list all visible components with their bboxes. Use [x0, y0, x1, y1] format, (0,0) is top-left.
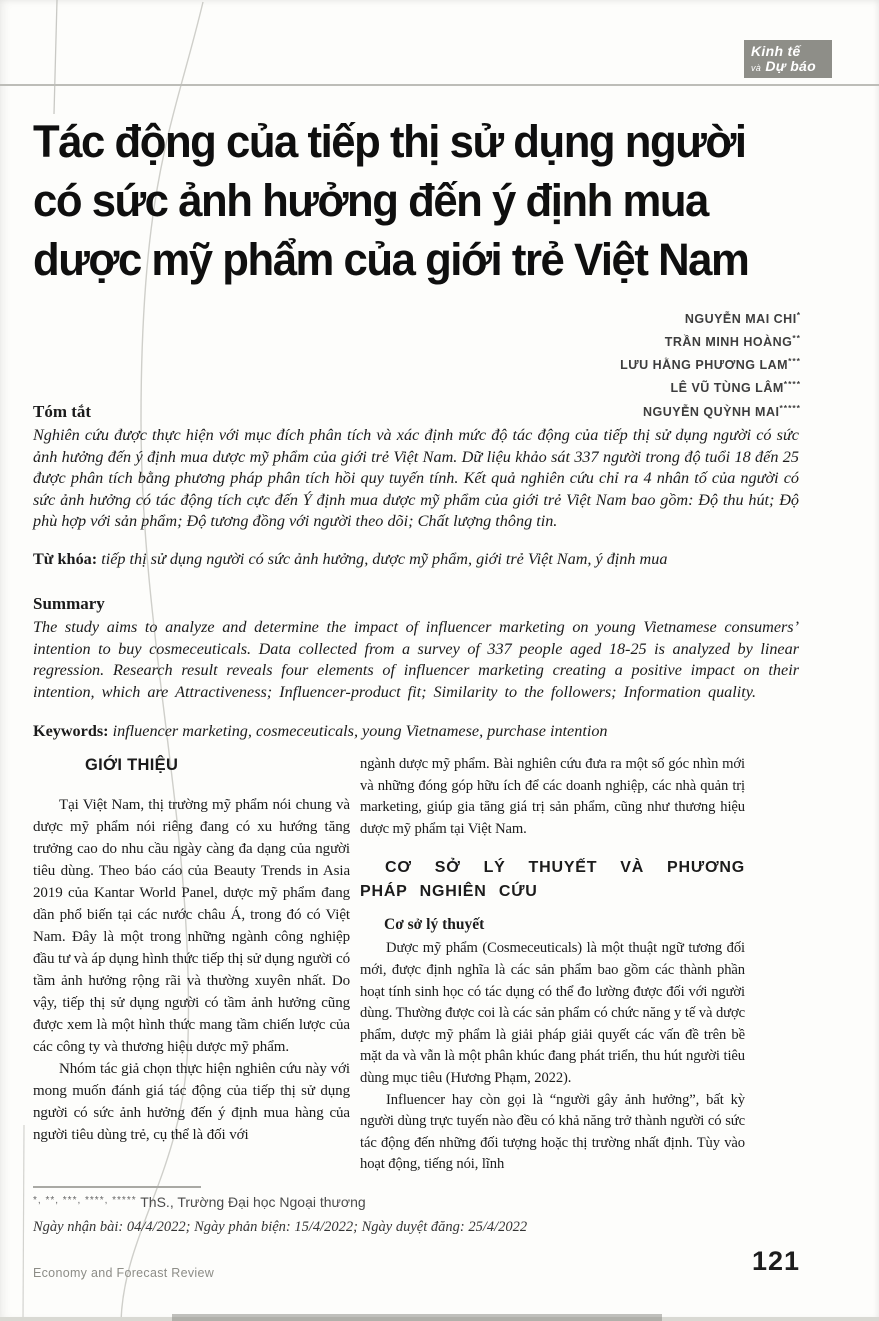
- masthead-rule: [0, 84, 879, 86]
- keywords-en-row: [33, 721, 799, 742]
- author-name: NGUYỄN MAI CHI: [684, 312, 797, 327]
- journal-logo-line2: và Dự báo: [751, 58, 816, 74]
- theory-paragraph-2: Influencer hay còn gọi là “người gây ảnh hưởng”, bất kỳ người dùng trực tuyến nào đều có khả năng trở thành người có sức tác động đến những đối tượng hoặc thị trường nhất định. Tùy vào hoạt động, tiếng nói, lĩnh: [360, 1091, 745, 1173]
- journal-logo-line1: Kinh tế: [751, 43, 801, 59]
- author-name: LÊ VŨ TÙNG LÂM: [670, 381, 784, 396]
- scan-bottom-shadow: [172, 1314, 662, 1321]
- scan-line-bottom-left: [23, 1125, 24, 1321]
- abstract-vi: [33, 402, 799, 570]
- author-row: [33, 306, 801, 329]
- page-number: 121: [752, 1246, 801, 1276]
- author-mark: ***: [788, 356, 801, 367]
- author-name: TRẦN MINH HOÀNG: [664, 335, 793, 350]
- footnote-divider: [33, 1186, 201, 1188]
- left-column: [33, 754, 350, 1188]
- author-mark: ****: [783, 379, 801, 390]
- theory-subheading: Cơ sở lý thuyết: [384, 916, 485, 934]
- title-line-3: dược mỹ phẩm của giới trẻ Việt Nam: [33, 234, 749, 285]
- footnote-affiliation: ThS., Trường Đại học Ngoại thương: [140, 1194, 366, 1210]
- method-heading: CƠ SỞ LÝ THUYẾT VÀ PHƯƠNG PHÁP NGHIÊN CỨU: [360, 859, 745, 901]
- footnote-marks: *, **, ***, ****, *****: [33, 1195, 137, 1206]
- title-line-1: Tác động của tiếp thị sử dụng người: [33, 116, 746, 167]
- author-row: [33, 329, 801, 352]
- journal-name-footer: Economy and Forecast Review: [33, 1266, 215, 1280]
- keywords-en-label: Keywords:: [33, 722, 109, 741]
- intro-paragraph-1: Tại Việt Nam, thị trường mỹ phẩm nói chung và dược mỹ phẩm nói riêng đang có xu hướng tăng trưởng cao do nhu cầu ngày càng đa dạng của người tiêu dùng. Theo báo cáo của Beauty Trends in Asia 2019 của Kantar World Panel, dược mỹ phẩm đang dần phổ biến tại các nước châu Á, trong đó có Việt Nam. Đây là một trong những ngành công nghiệp đầu tư và áp dụng hình thức tiếp thị sử dụng người có tầm ảnh hưởng rộng rãi và thường xuyên nhất. Do vậy, tiếp thị sử dụng người có tầm ảnh hưởng cũng được xem là một hình thức mang tầm chiến lược của các công ty và thương hiệu dược mỹ phẩm.: [33, 797, 350, 1055]
- keywords-vi-label: Từ khóa:: [33, 549, 98, 568]
- continuation-paragraph: ngành dược mỹ phẩm. Bài nghiên cứu đưa ra một số góc nhìn mới và những đóng góp hữu ích để các doanh nghiệp, các nhà quản trị marketing, giúp gia tăng giá trị sản phẩm, cũng như thương hiệu dược mỹ phẩm tại Việt Nam.: [360, 756, 745, 837]
- author-mark: *****: [779, 402, 801, 413]
- intro-paragraph-2: Nhóm tác giả chọn thực hiện nghiên cứu này với mong muốn đánh giá tác động của tiếp thị sử dụng người có sức ảnh hưởng đến ý định mua hàng của người tiêu dùng trẻ, cụ thể là đối với: [33, 1061, 350, 1143]
- abstract-vi-heading: Tóm tắt: [33, 402, 92, 421]
- author-name: NGUYỄN QUỲNH MAI: [642, 404, 780, 419]
- abstract-vi-body: Nghiên cứu được thực hiện với mục đích phân tích và xác định mức độ tác động của tiếp thị sử dụng người có sức ảnh hưởng đến ý định mua dược mỹ phẩm của giới trẻ Việt Nam. Dữ liệu khảo sát 337 người trong độ tuổi 18 đến 25 được phân tích bằng phương pháp phân tích hồi quy tuyến tính. Kết quả nghiên cứu chỉ ra 4 nhân tố của người có sức ảnh hưởng có tác động tích cực đến Ý định mua dược mỹ phẩm của giới trẻ Việt Nam bao gồm: Độ thu hút; Độ phù hợp với sản phẩm; Độ tương đồng với người theo dõi; Chất lượng thông tin.: [33, 426, 799, 531]
- journal-logo: [744, 40, 832, 78]
- right-column: [360, 754, 745, 1188]
- footnote-affiliation-row: [33, 1194, 673, 1210]
- author-mark: **: [792, 333, 801, 344]
- scan-line-top-left: [54, 0, 57, 114]
- author-name: LƯU HẰNG PHƯƠNG LAM: [620, 358, 789, 373]
- title-line-2: có sức ảnh hưởng đến ý định mua: [33, 175, 708, 226]
- article-title: [33, 112, 785, 289]
- theory-paragraph-1: Dược mỹ phẩm (Cosmeceuticals) là một thuật ngữ tương đối mới, được định nghĩa là các sản phẩm bao gồm các thành phần hoạt tính sinh học có tác dụng có thể đo lường được đối với người dùng. Thường được coi là các sản phẩm có chức năng y tế và dược phẩm, dược mỹ phẩm là giải pháp giải quyết các vấn đề trên bề mặt da và vẫn là một phân khúc đang phát triển, thu hút người tiêu dùng mục tiêu (Hương Phạm, 2022).: [360, 940, 745, 1086]
- abstract-en: [33, 594, 799, 742]
- scan-bottom-edge: [0, 1317, 879, 1321]
- submission-dates: Ngày nhận bài: 04/4/2022; Ngày phản biện: 15/4/2022; Ngày duyệt đăng: 25/4/2022: [33, 1219, 528, 1235]
- abstract-section: [33, 402, 799, 742]
- author-mark: *: [796, 310, 801, 320]
- author-row: [33, 375, 801, 398]
- abstract-en-heading: Summary: [33, 593, 105, 613]
- abstract-en-body: The study aims to analyze and determine the impact of influencer marketing on young Vietnamese consumers’ intention to buy cosmeceuticals. Data collected from a survey of 337 people aged 18-25 is analyzed by linear regression. Research result reveals four elements of influencer marketing creating a positive impact on their intention, which are Attractiveness; Influencer-product fit; Similarity to the followers; Information quality.: [33, 617, 799, 701]
- body-columns: [33, 754, 745, 1188]
- keywords-vi-row: [33, 549, 799, 570]
- intro-heading: GIỚI THIỆU: [85, 756, 179, 774]
- keywords-vi-text: tiếp thị sử dụng người có sức ảnh hưởng, dược mỹ phẩm, giới trẻ Việt Nam, ý định mua: [101, 549, 668, 568]
- author-row: [33, 352, 801, 375]
- keywords-en-text: influencer marketing, cosmeceuticals, young Vietnamese, purchase intention: [112, 722, 608, 741]
